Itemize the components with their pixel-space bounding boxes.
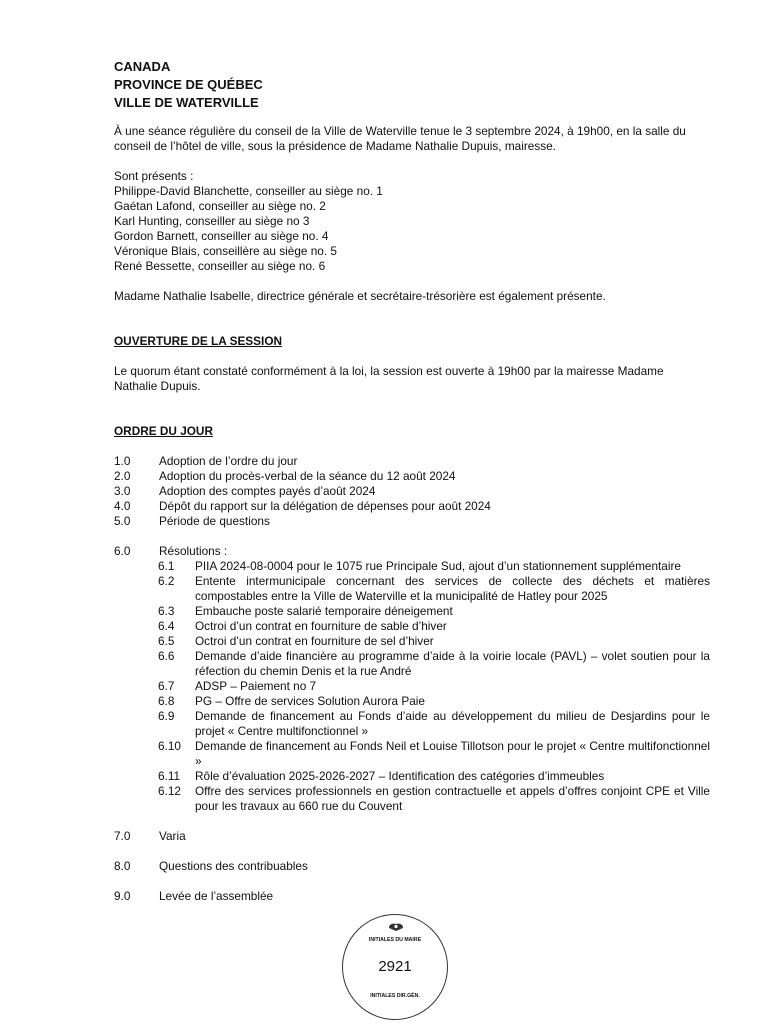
agenda-item-number: 3.0: [114, 484, 131, 498]
presents-section: [114, 169, 710, 274]
agenda-item-text: Dépôt du rapport sur la délégation de dépenses pour août 2024: [159, 499, 491, 513]
agenda-item-text: Adoption des comptes payés d’août 2024: [159, 484, 376, 498]
agenda-item: [114, 514, 710, 529]
stamp-mayor-initials-label: INITIALES DU MAIRE: [368, 937, 422, 943]
resolution-text: Demande d’aide financière au programme d’aide à la voirie locale (PAVL) – volet soutien pour la réfection du chemin Denis et la rue André: [195, 649, 710, 678]
agenda-item: [114, 499, 710, 514]
resolution-item: [158, 559, 710, 574]
resolution-item: [158, 769, 710, 784]
resolution-number: 6.7: [158, 679, 175, 693]
agenda-item-number: 2.0: [114, 469, 131, 483]
resolution-text: Octroi d’un contrat en fourniture de sable d’hiver: [195, 619, 447, 633]
presents-label: Sont présents :: [114, 169, 194, 183]
agenda-item: [114, 889, 710, 904]
agenda-item-number: 4.0: [114, 499, 131, 513]
agenda-item-text: Adoption de l’ordre du jour: [159, 454, 298, 468]
agenda-list: [114, 454, 710, 904]
resolution-item: [158, 649, 710, 679]
waterville-logo-icon: [386, 922, 406, 933]
resolution-number: 6.10: [158, 739, 181, 753]
document-header: [114, 58, 710, 112]
resolution-text: ADSP – Paiement no 7: [195, 679, 317, 693]
opening-paragraph: Le quorum étant constaté conformément à la loi, la session est ouverte à 19h00 par la mairesse Madame Nathalie Dupuis.: [114, 364, 664, 393]
member-line: Karl Hunting, conseiller au siège no 3: [114, 214, 310, 228]
agenda-item-text: Période de questions: [159, 514, 270, 528]
document-page: [114, 58, 710, 904]
resolution-number: 6.3: [158, 604, 175, 618]
resolution-text: Offre des services professionnels en gestion contractuelle et appels d’offres conjoint CPE et Ville pour les travaux au 660 rue du Couvent: [195, 784, 710, 813]
member-line: René Bessette, conseiller au siège no. 6: [114, 259, 326, 273]
agenda-item: [114, 484, 710, 499]
resolution-text: Octroi d’un contrat en fourniture de sel d’hiver: [195, 634, 434, 648]
agenda-item-number: 5.0: [114, 514, 131, 528]
resolution-number: 6.8: [158, 694, 175, 708]
resolution-item: [158, 574, 710, 604]
agenda-item-number: 1.0: [114, 454, 131, 468]
resolution-text: Embauche poste salarié temporaire déneigement: [195, 604, 453, 618]
resolution-number: 6.9: [158, 709, 175, 723]
header-province: PROVINCE DE QUÉBEC: [114, 77, 263, 92]
agenda-item-text: Questions des contribuables: [159, 859, 308, 873]
agenda-item: [114, 859, 710, 874]
header-country: CANADA: [114, 59, 171, 74]
agenda-item-text: Adoption du procès-verbal de la séance du 12 août 2024: [159, 469, 456, 483]
resolution-item: [158, 709, 710, 739]
agenda-item-text: Levée de l’assemblée: [159, 889, 274, 903]
stamp-number: 2921: [378, 958, 412, 975]
resolution-list: [114, 559, 710, 814]
resolution-text: PG – Offre de services Solution Aurora Paie: [195, 694, 425, 708]
agenda-title: ORDRE DU JOUR: [114, 424, 213, 438]
agenda-item-resolutions: [114, 544, 710, 559]
resolution-item: [158, 679, 710, 694]
resolution-text: Demande de financement au Fonds d’aide au développement du milieu de Desjardins pour le projet « Centre multifonctionnel »: [195, 709, 710, 738]
also-present-paragraph: Madame Nathalie Isabelle, directrice générale et secrétaire-trésorière est également présente.: [114, 289, 606, 303]
resolution-item: [158, 739, 710, 769]
resolution-number: 6.1: [158, 559, 175, 573]
resolution-number: 6.4: [158, 619, 175, 633]
agenda-item: [114, 469, 710, 484]
resolution-number: 6.6: [158, 649, 175, 663]
member-line: Philippe-David Blanchette, conseiller au siège no. 1: [114, 184, 383, 198]
member-line: Véronique Blais, conseillère au siège no. 5: [114, 244, 337, 258]
stamp-director-initials-label: INITIALES DIR.GÉN.: [370, 993, 420, 999]
agenda-item-number: 6.0: [114, 544, 131, 558]
agenda-item-number: 8.0: [114, 859, 131, 873]
member-line: Gordon Barnett, conseiller au siège no. 4: [114, 229, 329, 243]
resolution-number: 6.12: [158, 784, 181, 798]
agenda-item-text: Résolutions :: [159, 544, 228, 558]
agenda-item-text: Varia: [159, 829, 186, 843]
agenda-item: [114, 829, 710, 844]
resolution-number: 6.2: [158, 574, 175, 588]
resolution-item: [158, 694, 710, 709]
resolution-text: Rôle d’évaluation 2025-2026-2027 – Identification des catégories d’immeubles: [195, 769, 605, 783]
resolution-number: 6.11: [158, 769, 181, 783]
intro-paragraph: À une séance régulière du conseil de la Ville de Waterville tenue le 3 septembre 2024, à 19h00, en la salle du conseil de l’hôtel de ville, sous la présidence de Madame Nathalie Dupuis, mairesse.: [114, 124, 686, 153]
opening-title: OUVERTURE DE LA SESSION: [114, 334, 283, 348]
agenda-item-number: 7.0: [114, 829, 131, 843]
resolution-item: [158, 634, 710, 649]
resolution-item: [158, 619, 710, 634]
resolution-item: [158, 604, 710, 619]
resolution-text: PIIA 2024-08-0004 pour le 1075 rue Principale Sud, ajout d’un stationnement supplémentaire: [195, 559, 681, 573]
agenda-item: [114, 454, 710, 469]
resolution-item: [158, 784, 710, 814]
initials-stamp: [342, 914, 448, 1020]
resolution-text: Demande de financement au Fonds Neil et Louise Tillotson pour le projet « Centre multifonctionnel »: [195, 739, 710, 768]
header-city: VILLE DE WATERVILLE: [114, 95, 259, 110]
resolution-text: Entente intermunicipale concernant des services de collecte des déchets et matières compostables entre la Ville de Waterville et la municipalité de Hatley pour 2025: [195, 574, 710, 603]
resolution-number: 6.5: [158, 634, 175, 648]
agenda-item-number: 9.0: [114, 889, 131, 903]
member-line: Gaétan Lafond, conseiller au siège no. 2: [114, 199, 326, 213]
